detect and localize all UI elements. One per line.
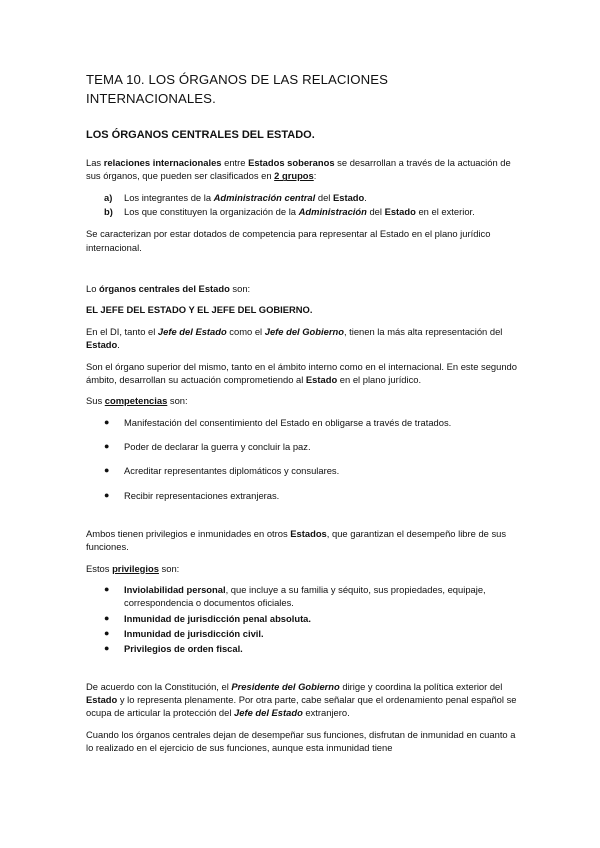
bold-text: Estado xyxy=(86,339,118,351)
list-marker: a) xyxy=(104,191,113,203)
text: Son el órgano superior del mismo, tanto en el ámbito interno como en el internacional. En este segundo ámbito, desarrollan su actuación comprometiendo al xyxy=(86,360,517,385)
bullet-icon: ● xyxy=(104,583,110,594)
paragraph-privilegios-intro xyxy=(86,562,520,575)
list-item xyxy=(104,627,520,640)
document-title: TEMA 10. LOS ÓRGANOS DE LAS RELACIONES INTERNACIONALES. xyxy=(86,72,389,106)
paragraph-organos xyxy=(86,282,520,295)
bullet-icon: ● xyxy=(104,643,110,654)
section-heading: EL JEFE DEL ESTADO Y EL JEFE DEL GOBIERNO. xyxy=(86,304,313,316)
paragraph-intro xyxy=(86,156,520,183)
list-item-text: Poder de declarar la guerra y concluir la paz. xyxy=(124,440,311,452)
bold-italic-text: Jefe del Estado xyxy=(234,707,303,719)
underlined-text: 2 grupos xyxy=(274,170,314,182)
text: son: xyxy=(167,395,188,407)
bold-text: relaciones internacionales xyxy=(103,157,222,169)
text: y lo representa plenamente. Por otra parte, cabe señalar que el ordenamiento penal español se ocupa de articular la protección del xyxy=(86,694,517,719)
paragraph-constitucion xyxy=(86,680,520,720)
text: Los integrantes de la xyxy=(124,191,214,203)
text: . xyxy=(364,191,367,203)
text: Los que constituyen la organización de la xyxy=(124,206,299,218)
text: En el DI, tanto el xyxy=(86,325,158,337)
bold-italic-text: Presidente del Gobierno xyxy=(231,680,340,692)
paragraph-privilegios-general xyxy=(86,527,520,554)
list-item xyxy=(104,489,520,502)
list-marker: b) xyxy=(104,206,113,218)
list-item-text: Recibir representaciones extranjeras. xyxy=(124,489,280,501)
bold-text: Estados xyxy=(290,527,327,539)
paragraph-representacion xyxy=(86,325,520,352)
bullet-icon: ● xyxy=(104,440,110,451)
privilegios-list xyxy=(86,583,520,656)
text: Sus xyxy=(86,395,105,407)
list-item-text: Manifestación del consentimiento del Estado en obligarse a través de tratados. xyxy=(124,416,452,428)
competencias-list xyxy=(86,416,520,502)
bold-text: Privilegios de orden fiscal. xyxy=(124,643,243,655)
text: Estos xyxy=(86,562,113,574)
text: Ambos tienen privilegios e inmunidades en otros xyxy=(86,527,291,539)
paragraph-organo-superior xyxy=(86,360,520,387)
paragraph-competencias-intro xyxy=(86,394,520,407)
list-item xyxy=(104,612,520,625)
bold-text: Estado xyxy=(305,373,338,385)
list-item xyxy=(104,583,520,610)
text: . xyxy=(117,339,120,351)
bold-text: Estado xyxy=(332,191,365,203)
list-item xyxy=(104,205,520,218)
text: Lo xyxy=(86,283,100,295)
text: son: xyxy=(229,283,251,295)
groups-list xyxy=(86,191,520,219)
bullet-icon: ● xyxy=(104,627,110,638)
bullet-icon: ● xyxy=(104,612,110,623)
list-item xyxy=(104,642,520,655)
list-item xyxy=(104,440,520,453)
bold-text: órganos centrales del Estado xyxy=(99,283,230,295)
text: , que garantizan el desempeño libre de sus funciones. xyxy=(86,527,507,553)
underlined-text: privilegios xyxy=(112,562,159,574)
bold-text: Estados soberanos xyxy=(248,157,335,169)
text: dirige y coordina la política exterior del xyxy=(339,680,503,692)
text: extranjero. xyxy=(302,707,350,719)
text: del xyxy=(366,206,385,218)
list-item xyxy=(104,191,520,204)
text: , tienen la más alta representación del xyxy=(343,325,503,337)
text: Las xyxy=(86,157,104,169)
bold-text: Inviolabilidad personal xyxy=(124,583,226,595)
bold-italic-text: Jefe del Gobierno xyxy=(264,325,344,337)
bold-text: Inmunidad de jurisdicción penal absoluta. xyxy=(124,612,312,624)
bold-italic-text: Administración central xyxy=(213,191,316,203)
section-subtitle: LOS ÓRGANOS CENTRALES DEL ESTADO. xyxy=(86,129,315,142)
bold-text: Inmunidad de jurisdicción civil. xyxy=(124,627,264,639)
text: en el exterior. xyxy=(415,206,475,218)
list-item-text: Acreditar representantes diplomáticos y consulares. xyxy=(124,465,340,477)
text: De acuerdo con la Constitución, el xyxy=(86,680,232,692)
bold-italic-text: Administración xyxy=(298,206,367,218)
text: del xyxy=(315,191,333,203)
text: son: xyxy=(158,562,180,574)
text: entre xyxy=(221,157,249,169)
text: : xyxy=(313,170,317,182)
bullet-icon: ● xyxy=(104,465,110,476)
paragraph-competencia: Se caracterizan por estar dotados de competencia para representar al Estado en el plano jurídico internacional. xyxy=(86,228,491,253)
bold-text: Estado xyxy=(86,694,118,706)
bold-italic-text: Jefe del Estado xyxy=(157,325,227,337)
list-item xyxy=(104,464,520,477)
bullet-icon: ● xyxy=(104,489,110,500)
list-item xyxy=(104,416,520,429)
bold-text: Estado xyxy=(384,206,416,218)
text: en el plano jurídico. xyxy=(337,373,422,385)
paragraph-inmunidad: Cuando los órganos centrales dejan de desempeñar sus funciones, disfrutan de inmunidad en cuanto a lo realizado en el ejercicio de sus funciones, aunque esta inmunidad tiene xyxy=(86,728,516,754)
text: , que incluye a su familia y séquito, sus propiedades, equipaje, correspondencia o documentos oficiales. xyxy=(124,583,486,609)
text: se desarrollan a través de la actuación de sus órganos, que pueden ser clasificados en xyxy=(86,157,511,182)
underlined-text: competencias xyxy=(104,395,168,407)
bullet-icon: ● xyxy=(104,416,110,427)
text: como el xyxy=(226,325,265,337)
